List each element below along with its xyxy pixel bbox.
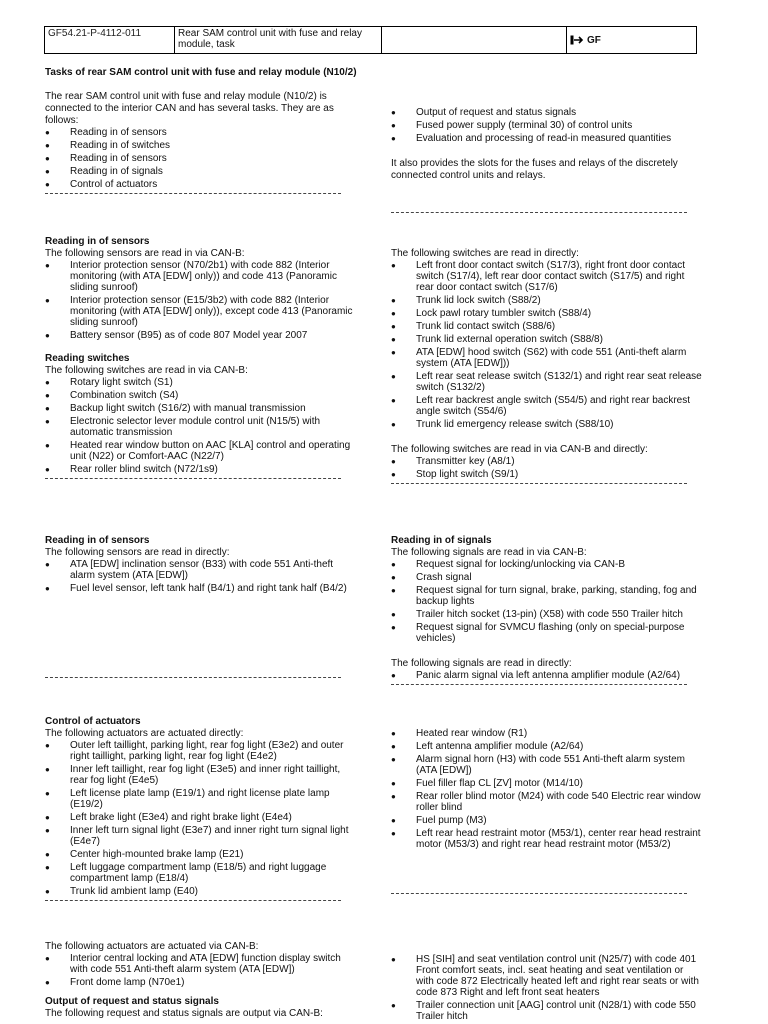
actuators-canb-right-list — [391, 954, 703, 1022]
signals-direct-list — [391, 670, 703, 681]
signals-section — [391, 535, 703, 685]
list-item: ● Left brake light (E3e4) and right brake light (E4e4) — [45, 812, 357, 823]
list-item: ● Interior protection sensor (E15/3b2) with code 882 (Interior monitoring (with ATA [EDW] only)), except code 413 (Panoramic sliding sunroof) — [45, 295, 357, 328]
doc-id: GF54.21-P-4112-011 — [45, 27, 175, 53]
sensors-canb-section — [45, 236, 357, 479]
list-item: ● Left antenna amplifier module (A2/64) — [391, 741, 703, 752]
divider — [391, 893, 687, 894]
intro-text: The rear SAM control unit with fuse and relay module (N10/2) is connected to the interior CAN and has several tasks. They are as follows: — [45, 91, 334, 126]
document-header — [44, 26, 697, 54]
intro-right-section — [391, 107, 703, 213]
list-item: ● Inner left taillight, rear fog light (E3e5) and inner right taillight, rear fog light (E4e5) — [45, 764, 357, 786]
list-item: ● Center high-mounted brake lamp (E21) — [45, 849, 357, 860]
doc-title: Rear SAM control unit with fuse and relay module, task — [175, 27, 382, 53]
actuators-canb-right-section — [391, 954, 703, 1024]
switches-both-list — [391, 456, 703, 480]
list-item: ● Request signal for turn signal, brake, parking, standing, fog and backup lights — [391, 585, 703, 607]
section-heading: Control of actuators — [45, 716, 141, 727]
section-text: The following switches are read in via CAN-B: — [45, 365, 248, 376]
list-item: ● Interior protection sensor (N70/2b1) with code 882 (Interior monitoring (with ATA [EDW] only)) and code 413 (Panoramic sliding sunroof) — [45, 260, 357, 293]
list-item: ● Crash signal — [391, 572, 703, 583]
list-item: ● Left front door contact switch (S17/3), right front door contact switch (S17/4), left rear door contact switch (S17/5) and right rear door contact switch (S17/6) — [391, 260, 703, 293]
list-item: ● Fuel pump (M3) — [391, 815, 703, 826]
section-heading: Reading in of sensors — [45, 535, 150, 546]
list-item: ● Alarm signal horn (H3) with code 551 Anti-theft alarm system (ATA [EDW]) — [391, 754, 703, 776]
divider — [391, 212, 687, 213]
list-item: ● HS [SIH] and seat ventilation control unit (N25/7) with code 401 Front comfort seats, incl. seat heating and seat ventilation or with code 872 Electrically heated left and right rear seats or with code 873 Right and left front seat heaters — [391, 954, 703, 998]
sensors-direct-section — [45, 535, 357, 678]
list-item: ● Left rear head restraint motor (M53/1), center rear head restraint motor (M53/3) and right rear head restraint motor (M53/2) — [391, 828, 703, 850]
list-item: ● ATA [EDW] inclination sensor (B33) with code 551 Anti-theft alarm system (ATA [EDW]) — [45, 559, 357, 581]
actuators-canb-section — [45, 941, 357, 1020]
list-item: ● Backup light switch (S16/2) with manual transmission — [45, 403, 357, 414]
list-item: ● Evaluation and processing of read-in measured quantities — [391, 133, 703, 144]
section-text: The following switches are read in directly: — [391, 248, 579, 259]
list-item: ● Interior central locking and ATA [EDW] function display switch with code 551 Anti-theft alarm system (ATA [EDW]) — [45, 953, 357, 975]
list-item: ● Front dome lamp (N70e1) — [45, 977, 357, 988]
list-item: ● Request signal for SVMCU flashing (only on special-purpose vehicles) — [391, 622, 703, 644]
section-heading: Reading in of signals — [391, 535, 492, 546]
gf-document-icon — [570, 35, 584, 45]
actuators-direct-right-list — [391, 728, 703, 850]
signals-canb-list — [391, 559, 703, 644]
list-item: ● Heated rear window (R1) — [391, 728, 703, 739]
list-item: ● Reading in of sensors — [45, 153, 357, 164]
list-item: ● Inner left turn signal light (E3e7) and inner right turn signal light (E4e7) — [45, 825, 357, 847]
list-item: ● Rear roller blind switch (N72/1s9) — [45, 464, 357, 475]
actuators-right-section — [391, 728, 703, 894]
section-heading: Reading switches — [45, 353, 130, 364]
intro-heading: Tasks of rear SAM control unit with fuse and relay module (N10/2) — [45, 67, 357, 78]
sensors-direct-list — [45, 559, 357, 594]
list-item: ● Trunk lid lock switch (S88/2) — [391, 295, 703, 306]
list-item: ● Reading in of sensors — [45, 127, 357, 138]
intro-right-list — [391, 107, 703, 144]
list-item: ● Electronic selector lever module control unit (N15/5) with automatic transmission — [45, 416, 357, 438]
divider — [391, 684, 687, 685]
list-item: ● Request signal for locking/unlocking via CAN-B — [391, 559, 703, 570]
list-item: ● Reading in of switches — [45, 140, 357, 151]
section-text: The following signals are read in directly: — [391, 658, 572, 669]
section-text: The following switches are read in via CAN-B and directly: — [391, 444, 648, 455]
divider — [45, 677, 341, 678]
list-item: ● Output of request and status signals — [391, 107, 703, 118]
section-heading: Output of request and status signals — [45, 996, 219, 1007]
list-item: ● Rear roller blind motor (M24) with code 540 Electric rear window roller blind — [391, 791, 703, 813]
header-blank-cell — [382, 27, 567, 53]
list-item: ● Fuel filler flap CL [ZV] motor (M14/10) — [391, 778, 703, 789]
list-item: ● Left luggage compartment lamp (E18/5) and right luggage compartment lamp (E18/4) — [45, 862, 357, 884]
section-text: The following sensors are read in directly: — [45, 547, 230, 558]
section-text: The following sensors are read in via CAN-B: — [45, 248, 245, 259]
section-text: The following actuators are actuated directly: — [45, 728, 244, 739]
list-item: ● Trunk lid ambient lamp (E40) — [45, 886, 357, 897]
gf-logo-text: GF — [587, 34, 601, 46]
list-item: ● Rotary light switch (S1) — [45, 377, 357, 388]
list-item: ● Fused power supply (terminal 30) of control units — [391, 120, 703, 131]
list-item: ● Stop light switch (S9/1) — [391, 469, 703, 480]
intro-right-text: It also provides the slots for the fuses and relays of the discretely connected control units and relays. — [391, 158, 678, 181]
section-text: The following signals are read in via CAN-B: — [391, 547, 587, 558]
list-item: ● Heated rear window button on AAC [KLA] control and operating unit (N22) or Comfort-AAC (N22/7) — [45, 440, 357, 462]
list-item: ● Battery sensor (B95) as of code 807 Model year 2007 — [45, 330, 357, 341]
list-item: ● Left rear seat release switch (S132/1) and right rear seat release switch (S132/2) — [391, 371, 703, 393]
intro-list — [45, 127, 357, 190]
divider — [391, 483, 687, 484]
switches-canb-list — [45, 377, 357, 475]
list-item: ● ATA [EDW] hood switch (S62) with code 551 (Anti-theft alarm system (ATA [EDW])) — [391, 347, 703, 369]
list-item: ● Panic alarm signal via left antenna amplifier module (A2/64) — [391, 670, 703, 681]
section-heading: Reading in of sensors — [45, 236, 150, 247]
switches-direct-section — [391, 248, 703, 484]
list-item: ● Left rear backrest angle switch (S54/5) and right rear backrest angle switch (S54/6) — [391, 395, 703, 417]
list-item: ● Transmitter key (A8/1) — [391, 456, 703, 467]
section-text: The following request and status signals are output via CAN-B: — [45, 1008, 323, 1019]
divider — [45, 478, 341, 479]
switches-direct-list — [391, 260, 703, 430]
actuators-canb-list — [45, 953, 357, 988]
section-text: The following actuators are actuated via CAN-B: — [45, 941, 259, 952]
sensors-canb-list — [45, 260, 357, 341]
gf-logo — [567, 27, 696, 53]
actuators-section — [45, 716, 357, 901]
list-item: ● Combination switch (S4) — [45, 390, 357, 401]
list-item: ● Left license plate lamp (E19/1) and right license plate lamp (E19/2) — [45, 788, 357, 810]
list-item: ● Reading in of signals — [45, 166, 357, 177]
divider — [45, 193, 341, 194]
list-item: ● Trunk lid external operation switch (S88/8) — [391, 334, 703, 345]
divider — [45, 900, 341, 901]
list-item: ● Control of actuators — [45, 179, 357, 190]
list-item: ● Trunk lid contact switch (S88/6) — [391, 321, 703, 332]
actuators-direct-list — [45, 740, 357, 897]
intro-section — [45, 67, 357, 194]
list-item: ● Fuel level sensor, left tank half (B4/1) and right tank half (B4/2) — [45, 583, 357, 594]
list-item: ● Outer left taillight, parking light, rear fog light (E3e2) and outer right taillight, parking light, rear fog light (E4e2) — [45, 740, 357, 762]
list-item: ● Lock pawl rotary tumbler switch (S88/4) — [391, 308, 703, 319]
list-item: ● Trailer connection unit [AAG] control unit (N28/1) with code 550 Trailer hitch — [391, 1000, 703, 1022]
list-item: ● Trunk lid emergency release switch (S88/10) — [391, 419, 703, 430]
list-item: ● Trailer hitch socket (13-pin) (X58) with code 550 Trailer hitch — [391, 609, 703, 620]
